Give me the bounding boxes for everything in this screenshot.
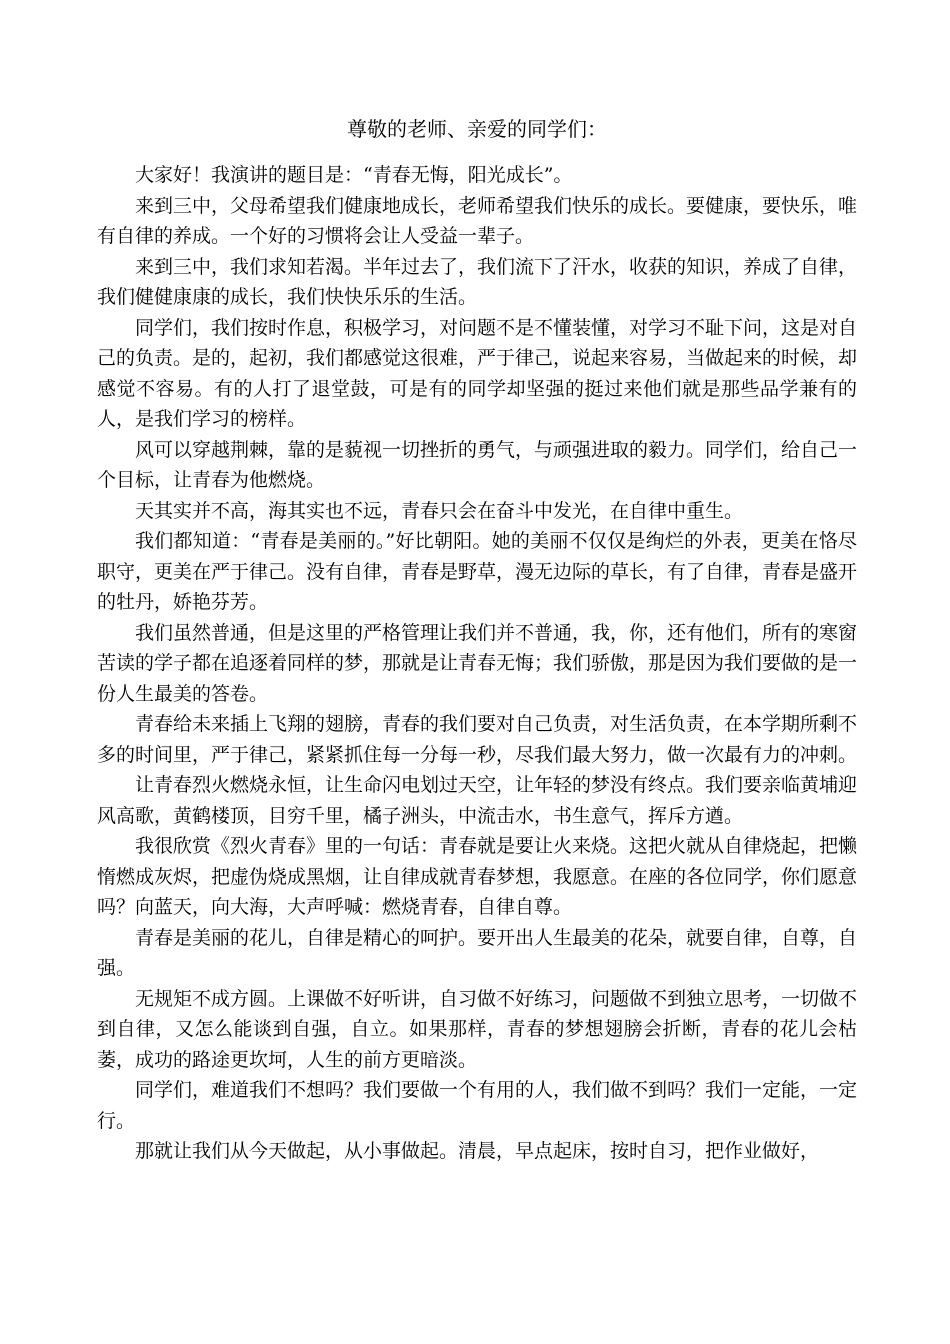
paragraph: 青春是美丽的花儿，自律是精心的呵护。要开出人生最美的花朵，就要自律，自尊，自强。 — [97, 926, 858, 979]
salutation-title: 尊敬的老师、亲爱的同学们： — [347, 117, 607, 141]
speech-text-body — [97, 114, 857, 1167]
paragraph: 来到三中，父母希望我们健康地成长，老师希望我们快乐的成长。要健康，要快乐，唯有自律的养成。一个好的习惯将会让人受益一辈子。 — [97, 194, 858, 247]
paragraph: 天其实并不高，海其实也不远，青春只会在奋斗中发光，在自律中重生。 — [135, 499, 744, 522]
paragraph: 无规矩不成方圆。上课做不好听讲，自习做不好练习，问题做不到独立思考，一切做不到自律，又怎么能谈到自强，自立。如果那样，青春的梦想翅膀会折断，青春的花儿会枯萎，成功的路途更坎坷，人生的前方更暗淡。 — [97, 987, 858, 1071]
paragraph: 我们都知道：“青春是美丽的。”好比朝阳。她的美丽不仅仅是绚烂的外表，更美在恪尽职守，更美在严于律己。没有自律，青春是野草，漫无边际的草长，有了自律，青春是盛开的牡丹，娇艳芬芳。 — [97, 530, 858, 613]
paragraph: 我很欣赏《烈火青春》里的一句话：青春就是要让火来烧。这把火就从自律烧起，把懒惰燃成灰烬，把虚伪烧成黑烟，让自律成就青春梦想，我愿意。在座的各位同学，你们愿意吗？向蓝天，向大海，大声呼喊：燃烧青春，自律自尊。 — [97, 835, 858, 918]
paragraph: 让青春烈火燃烧永恒，让生命闪电划过天空，让年轻的梦没有终点。我们要亲临黄埔迎风高歌，黄鹤楼顶，目穷千里，橘子洲头，中流击水，书生意气，挥斥方遒。 — [97, 774, 858, 827]
paragraph: 同学们，我们按时作息，积极学习，对问题不是不懂装懂，对学习不耻下问，这是对自己的负责。是的，起初，我们都感觉这很难，严于律己，说起来容易，当做起来的时候，却感觉不容易。有的人打了退堂鼓，可是有的同学却坚强的挺过来他们就是那些品学兼有的人，是我们学习的榜样。 — [97, 316, 858, 430]
paragraph: 风可以穿越荆棘，靠的是藐视一切挫折的勇气，与顽强进取的毅力。同学们，给自己一个目标，让青春为他燃烧。 — [97, 438, 858, 491]
paragraph: 那就让我们从今天做起，从小事做起。清晨，早点起床，按时自习，把作业做好， — [135, 1140, 820, 1162]
paragraph: 青春给未来插上飞翔的翅膀，青春的我们要对自己负责，对生活负责，在本学期所剩不多的时间里，严于律己，紧紧抓住每一分每一秒，尽我们最大努力，做一次最有力的冲刺。 — [97, 713, 858, 766]
paragraph: 来到三中，我们求知若渴。半年过去了，我们流下了汗水，收获的知识，养成了自律，我们健健康康的成长，我们快快乐乐的生活。 — [97, 255, 858, 308]
paragraph: 我们虽然普通，但是这里的严格管理让我们并不普通，我，你，还有他们，所有的寒窗苦读的学子都在追逐着同样的梦，那就是让青春无悔；我们骄傲，那是因为我们要做的是一份人生最美的答卷。 — [97, 621, 858, 705]
paragraph: 同学们，难道我们不想吗？我们要做一个有用的人，我们做不到吗？我们一定能，一定行。 — [97, 1079, 858, 1132]
paragraph: 大家好！我演讲的题目是：“青春无悔，阳光成长”。 — [135, 164, 573, 186]
